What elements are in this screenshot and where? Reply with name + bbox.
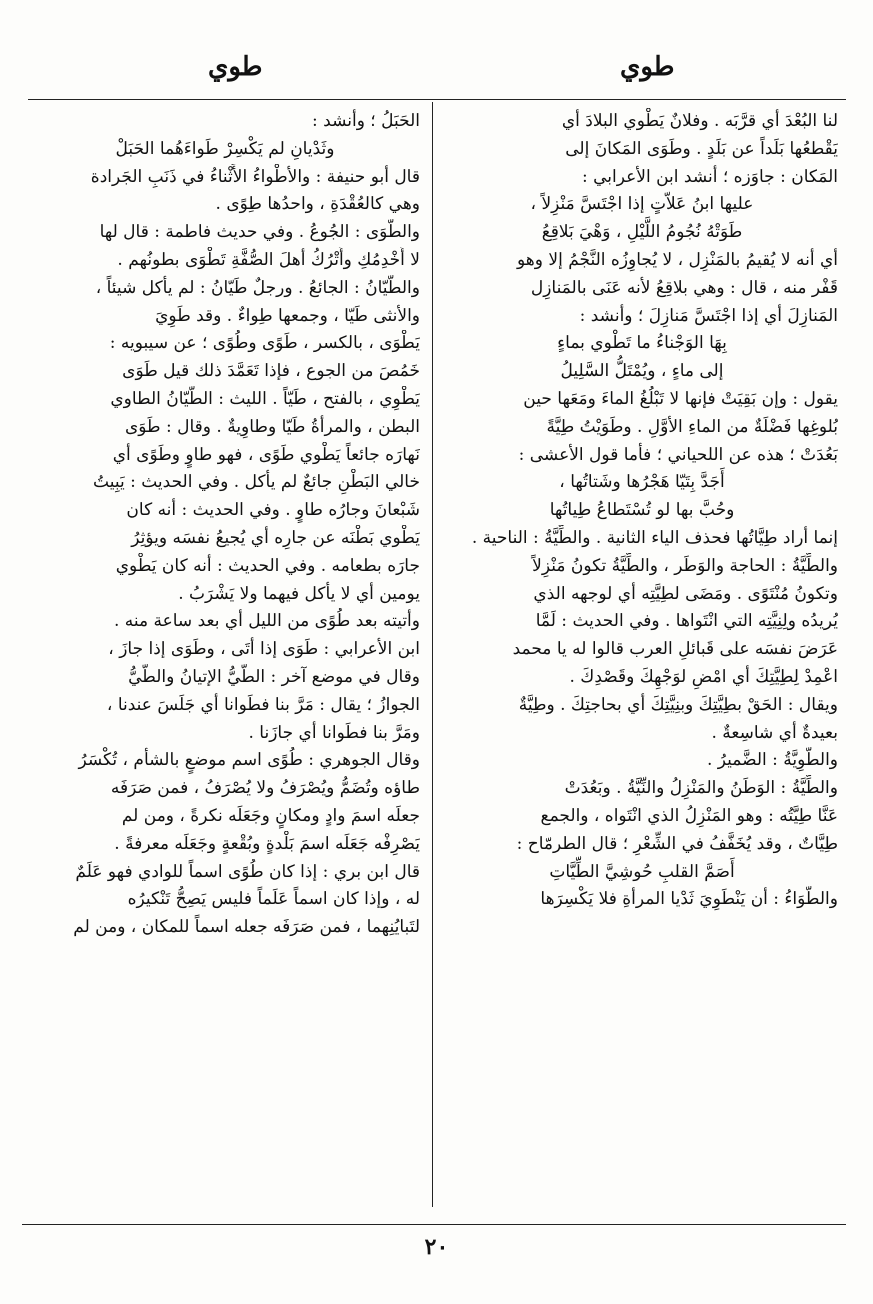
text-line: بعيدةٌ أي شاسِعةٌ . [711,722,838,743]
text-line: ومَرَّ بنا فطَوانا أي جازَنا . [248,722,420,743]
running-header-left: طوي [208,52,263,82]
text-line: يقول : وإن بَقِيَتْ فإنها لا تَبْلُغُ الماءَ ومَعَها حين [523,388,838,409]
text-line: إنما أراد طِيَّاتُها فحذف الياء الثانية . والطِّيَّةُ : الناحية . [471,527,838,548]
text-line: يومين أي لا يأكل فيهما ولا يَشْرَبُ . [178,583,420,604]
text-line: طِيَّاتٌ ، وقد يُخَفَّفُ في الشِّعْرِ ؛ قال الطرمّاح : [516,833,838,854]
text-line: أي أنه لا يُقيمُ بالمَنْزِل ، لا يُجاوِزُه النَّجْمُ إلا وهو [517,249,838,270]
text-line: وتكونُ مُنْتَوًى . ومَضَى لطِيَّتِه أي لوجهه الذي [533,583,838,604]
text-line: الجوازُ ؛ يقال : مَرَّ بنا فطَوانا أي جَلَسَ عندنا ، [106,694,420,715]
text-line: الحَبَلُ ؛ وأنشد : [312,111,420,131]
verse-line: وحُبَّ بها لو تُسْتَطاعُ طِياتُها [549,500,735,521]
text-line: والطَّوَاءُ : أن يَنْطَوِيَ ثَدْيا المرأةِ فلا يَكْسِرَها [540,889,838,910]
page-number: ٢٠ [424,1234,449,1260]
text-line: جارَه بطعامه . وفي الحديث : أنه كان يَطْوي [115,555,420,576]
text-line: عَنَّا طِيَّتُه : وهو المَنْزِلُ الذي انْتَواه ، والجمع [540,805,838,826]
text-line: يَطْوي بَطْنَه عن جارِه أي يُجيعُ نفسَه ويؤثِرُ [131,527,420,548]
text-line: عَرَضَ نفسَه على قَبائلِ العرب قالوا له يا محمد [512,639,838,660]
text-line: بُلوغِها فَضْلَةٌ من الماءِ الأوَّلِ . وطَوَيْتُ طِيَّةً [546,416,838,437]
text-line: يَطْوِي ، بالفتح ، طَيّاً . الليث : الطَّيّانُ الطاوي [110,388,420,409]
text-line: والطِّيَّةُ : الوَطَنُ والمَنْزِلُ والنِّيَّةُ . وبَعُدَتْ [564,778,838,799]
text-line: والطَّوَى : الجُوعُ . وفي حديث فاطمة : قال لها [99,222,420,243]
running-header-right: طوي [620,52,675,82]
text-line: اعْمِدْ لِطِيَّتِكَ أي امْضِ لوَجْهِكَ وقَصْدِكَ . [569,666,838,687]
text-line: المَكان : جاوَزه ؛ أنشد ابن الأعرابي : [582,166,838,187]
text-line: ويقال : الحَقْ بطِيَّتِكَ وبنِيَّتِكَ أي بحاجتِكَ . وطِيَّةٌ [518,694,838,715]
text-line: قال ابن بري : إذا كان طُوًى اسماً للوادي فهو عَلَمٌ [75,861,420,882]
text-line: البطن ، والمرأةُ طَيّا وطاوِيةٌ . وقال : طَوَى [124,416,420,437]
text-line: والأنثى طَيّا ، وجمعها طِواءٌ . وقد طَوِيَ [155,305,420,326]
left-text-column [30,108,420,1203]
text-line: طاؤه وتُضَمُّ ويُصْرَفُ ولا يُصْرَفُ ، فمن صَرَفَه [110,778,420,799]
text-line: وهي كالعُقْدَةِ ، واحدُها طِوًى . [215,194,420,215]
text-line: نَهارَه جائعاً يَطْوي طَوًى ، فهو طاوٍ وطَوًى أي [112,444,420,465]
text-line: يُريدُه ولِنِيَّتِه التي انْتَواها . وفي الحديث : لَمَّا [535,611,838,632]
verse-line: بِهَا الوَجْناءُ ما تَطْوي بماءٍ [557,333,727,354]
text-line: لنا البُعْدَ أي قرَّبَه . وفلانٌ يَطْوي البلادَ أي [561,111,838,131]
text-line: خَمُصَ من الجوع ، فإذا تَعَمَّدَ ذلك قيل طَوَى [122,361,420,382]
text-line: قال أبو حنيفة : والأطْواءُ الأَثْناءُ في ذَنَبِ الجَرادة [90,166,420,187]
text-line: والطِّيَّةُ : الحاجة والوَطَر ، والطِّيَّةُ تكونُ مَنْزِلاً [532,555,838,576]
text-line: المَنازِلَ أي إذا اجْتَسَّ مَنازِلَ ؛ وأنشد : [579,305,838,326]
text-line: والطَّيّانُ : الجائعُ . ورجلٌ طَيّانُ : لم يأكل شيئاً ، [95,277,420,298]
verse-line: أَصَمَّ القلبِ حُوشِيَّ الطِّيَّاتِ [549,861,735,882]
text-line: ابن الأعرابي : طَوَى إذا أتَى ، وطَوَى إذا جازَ ، [108,639,420,660]
text-line: وأتيته بعد طُوًى من الليل أي بعد ساعة منه . [113,611,420,632]
text-line: وقال في موضع آخر : الطَّيُّ الإتيانُ والطَّيُّ [128,666,420,687]
verse-line: عليها ابنُ عَلاّتٍ إذا اجْتَسَّ مَنْزِلاً ، [530,194,754,215]
text-line: بَعُدَتْ ؛ هذه عن اللحياني ؛ فأما قول الأعشى : [518,444,838,465]
verse-line: إلى ماءٍ ، ويُمْتَلُّ السَّلِيلُ [560,361,724,382]
text-line: له ، وإذا كان اسماً عَلَماً فليس يَصِحُّ تَنْكيرُه [127,889,420,910]
verse-line: طَوَتْهُ نُجُومُ اللَّيْلِ ، وَهْيَ بَلاقِعُ [541,222,743,243]
text-line: قَفْر منه ، قال : وهي بلاقِعُ لأنه عَنَى بالمَنازِل [530,277,838,298]
column-divider [432,102,433,1207]
verse-line: وثَدْيانِ لم يَكْسِرْ طَواءَهُما الحَبَلْ [115,138,335,159]
text-line: يَطْوَى ، بالكسر ، طَوًى وطُوًى ؛ عن سيبويه : [109,333,420,354]
text-line: شَبْعانَ وجارُه طاوٍ . وفي الحديث : أنه كان [126,500,420,521]
text-line: وقال الجوهري : طُوًى اسم موضعٍ بالشأم ، تُكْسَرُ [78,750,420,771]
text-line: لا أُخْدِمُكِ وأَتْرُكُ أهلَ الصُّفَّةِ تَطْوَى بطونُهم . [117,249,420,270]
text-line: والطَّوِيَّةُ : الضَّميرُ . [706,750,838,771]
footer-rule [22,1224,846,1225]
verse-line: أَجَدَّ بِتَيّا هَجْرُها وشَتاتُها ، [559,472,725,493]
text-line: جعلَه اسمَ وادٍ ومكانٍ وجَعَلَه نكرةً ، ومن لم [121,805,420,826]
text-line: يَصْرِفْه جَعَلَه اسمَ بَلْدةٍ وبُقْعةٍ وجَعَلَه معرفةً . [114,833,420,854]
header-rule [28,99,846,100]
text-line: يَقْطعُها بَلَداً عن بَلَدٍ . وطَوَى المَكانَ إلى [565,138,838,159]
text-line: خالي البَطْنِ جائعٌ لم يأكل . وفي الحديث : يَبِيتُ [93,472,420,493]
right-text-column [446,108,838,1203]
text-line: لتَبايُنِهما ، فمن صَرَفَه جعله اسماً للمكان ، ومن لم [73,917,420,938]
